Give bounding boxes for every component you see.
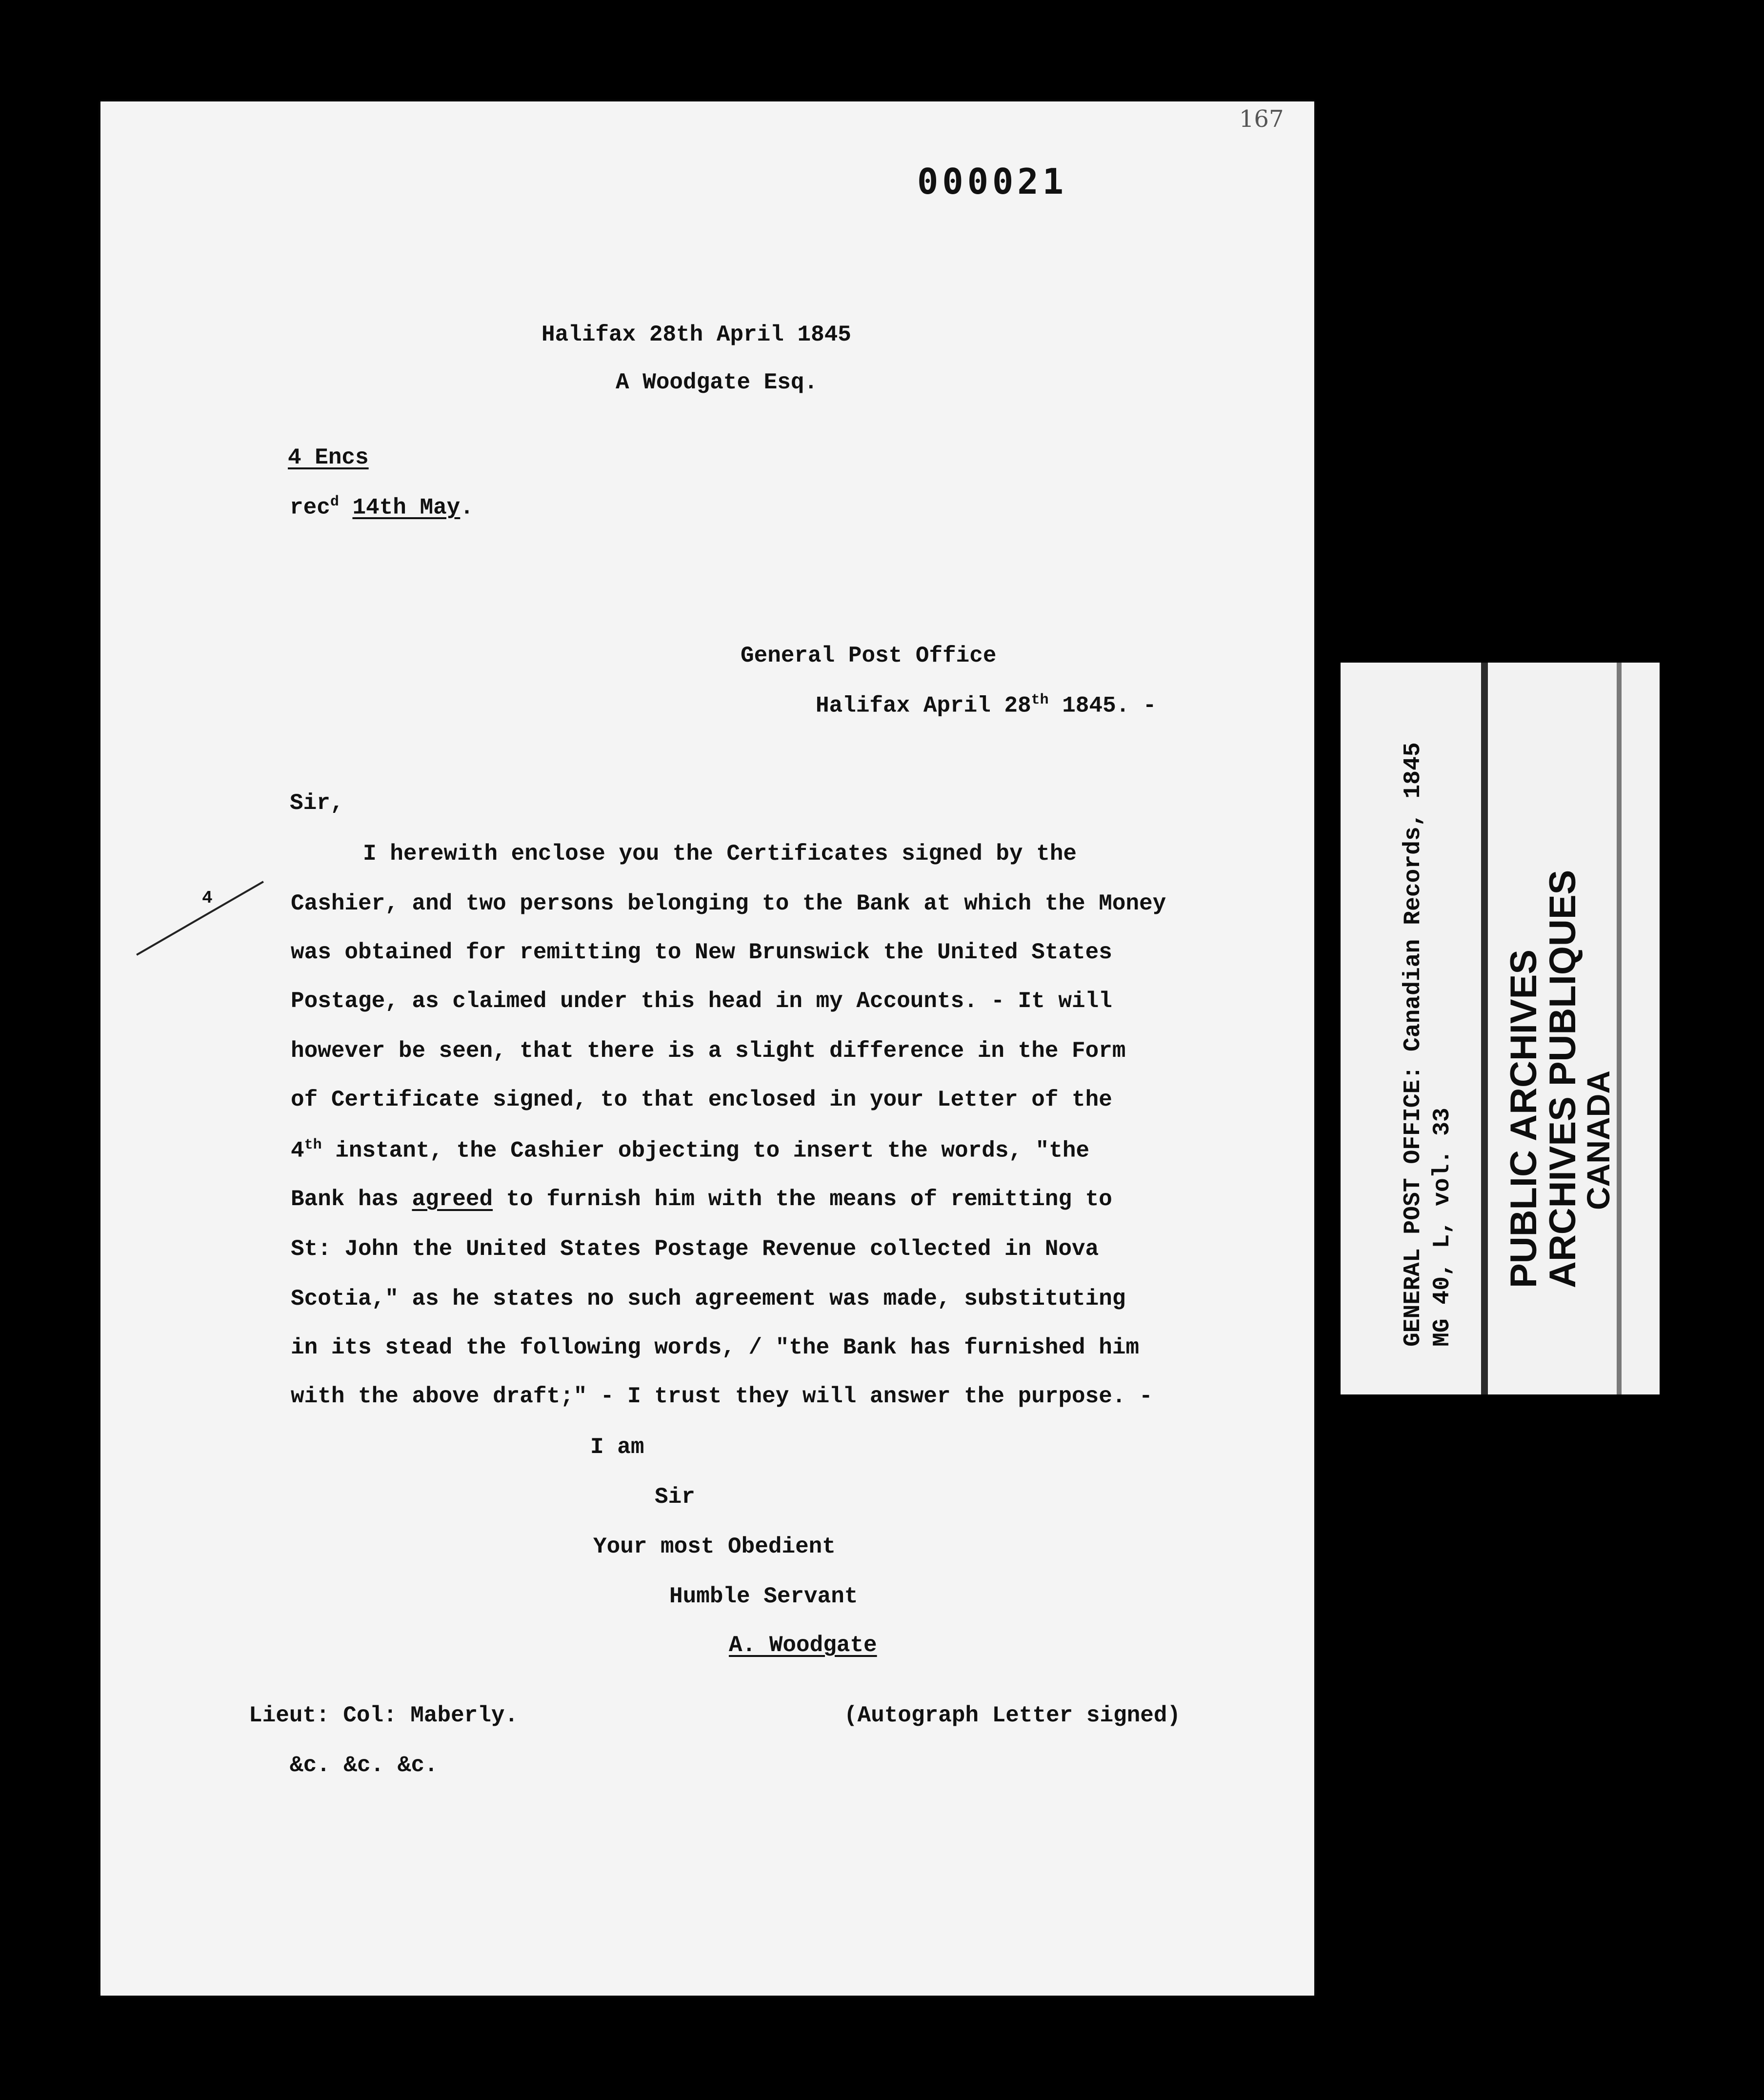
place-date-sup: th: [1031, 692, 1049, 708]
body-line-12: with the above draft;" - I trust they will answer the purpose. -: [291, 1384, 1153, 1409]
page-number: 000021: [917, 161, 1068, 202]
salutation: Sir,: [290, 790, 344, 816]
closing-obedient: Your most Obedient: [593, 1534, 836, 1559]
label-canada: CANADA: [1580, 1070, 1616, 1210]
label-divider: [1481, 663, 1488, 1394]
body-line-3: was obtained for remitting to New Brunswick the United States: [291, 940, 1112, 965]
label-public-archives: PUBLIC ARCHIVES: [1503, 949, 1544, 1288]
label-archives-publiques: ARCHIVES PUBLIQUES: [1542, 869, 1584, 1288]
line7-prefix: 4: [291, 1138, 304, 1164]
office-name: General Post Office: [741, 643, 997, 668]
enclosures-note: 4 Encs: [288, 445, 369, 470]
body-line-2: Cashier, and two persons belonging to the Bank at which the Money: [291, 891, 1166, 916]
header-recipient: A Woodgate Esq.: [616, 370, 818, 395]
received-sup: d: [330, 494, 339, 510]
body-line-6: of Certificate signed, to that enclosed in your Letter of the: [291, 1087, 1112, 1112]
label-volume: MG 40, L, vol. 33: [1429, 1108, 1456, 1347]
office-place-date: [816, 692, 1157, 718]
label-record-group: GENERAL POST OFFICE: Canadian Records, 1845: [1400, 742, 1426, 1347]
body-line-10: Scotia," as he states no such agreement was made, substituting: [291, 1286, 1126, 1312]
place-date-prefix: Halifax April 28: [816, 693, 1031, 719]
autograph-note: (Autograph Letter signed): [844, 1703, 1181, 1728]
place-date-suffix: 1845. -: [1048, 693, 1157, 719]
signature: A. Woodgate: [729, 1633, 877, 1658]
closing-i-am: I am: [590, 1434, 644, 1460]
closing-sir: Sir: [655, 1484, 695, 1510]
body-line-4: Postage, as claimed under this head in my Accounts. - It will: [291, 989, 1112, 1014]
line8-rest: to furnish him with the means of remitting to: [493, 1187, 1112, 1212]
folio-number: 167: [1239, 105, 1284, 133]
body-line-5: however be seen, that there is a slight difference in the Form: [291, 1038, 1126, 1064]
received-prefix: rec: [290, 495, 330, 521]
header-place-date: Halifax 28th April 1845: [541, 322, 851, 347]
body-line-8: [291, 1187, 1112, 1212]
closing-servant: Humble Servant: [669, 1584, 858, 1609]
addressee: Lieut: Col: Maberly.: [249, 1703, 519, 1728]
line8-underlined: agreed: [412, 1187, 493, 1212]
body-line-1: I herewith enclose you the Certificates signed by the: [363, 841, 1077, 867]
body-line-11: in its stead the following words, / "the Bank has furnished him: [291, 1335, 1140, 1360]
addressee-etc: &c. &c. &c.: [290, 1753, 438, 1778]
body-line-9: St: John the United States Postage Revenue collected in Nova: [291, 1236, 1099, 1262]
received-dot: .: [460, 495, 474, 521]
archive-label: [1341, 663, 1660, 1394]
label-divider-right: [1617, 663, 1622, 1394]
margin-number: 4: [202, 888, 213, 908]
received-note: [290, 494, 474, 520]
line7-sup: th: [304, 1137, 322, 1153]
received-date: 14th May: [352, 495, 461, 521]
body-line-7: [291, 1137, 1089, 1163]
line7-rest: instant, the Cashier objecting to insert the words, "the: [321, 1138, 1090, 1164]
line8-prefix: Bank has: [291, 1187, 412, 1212]
